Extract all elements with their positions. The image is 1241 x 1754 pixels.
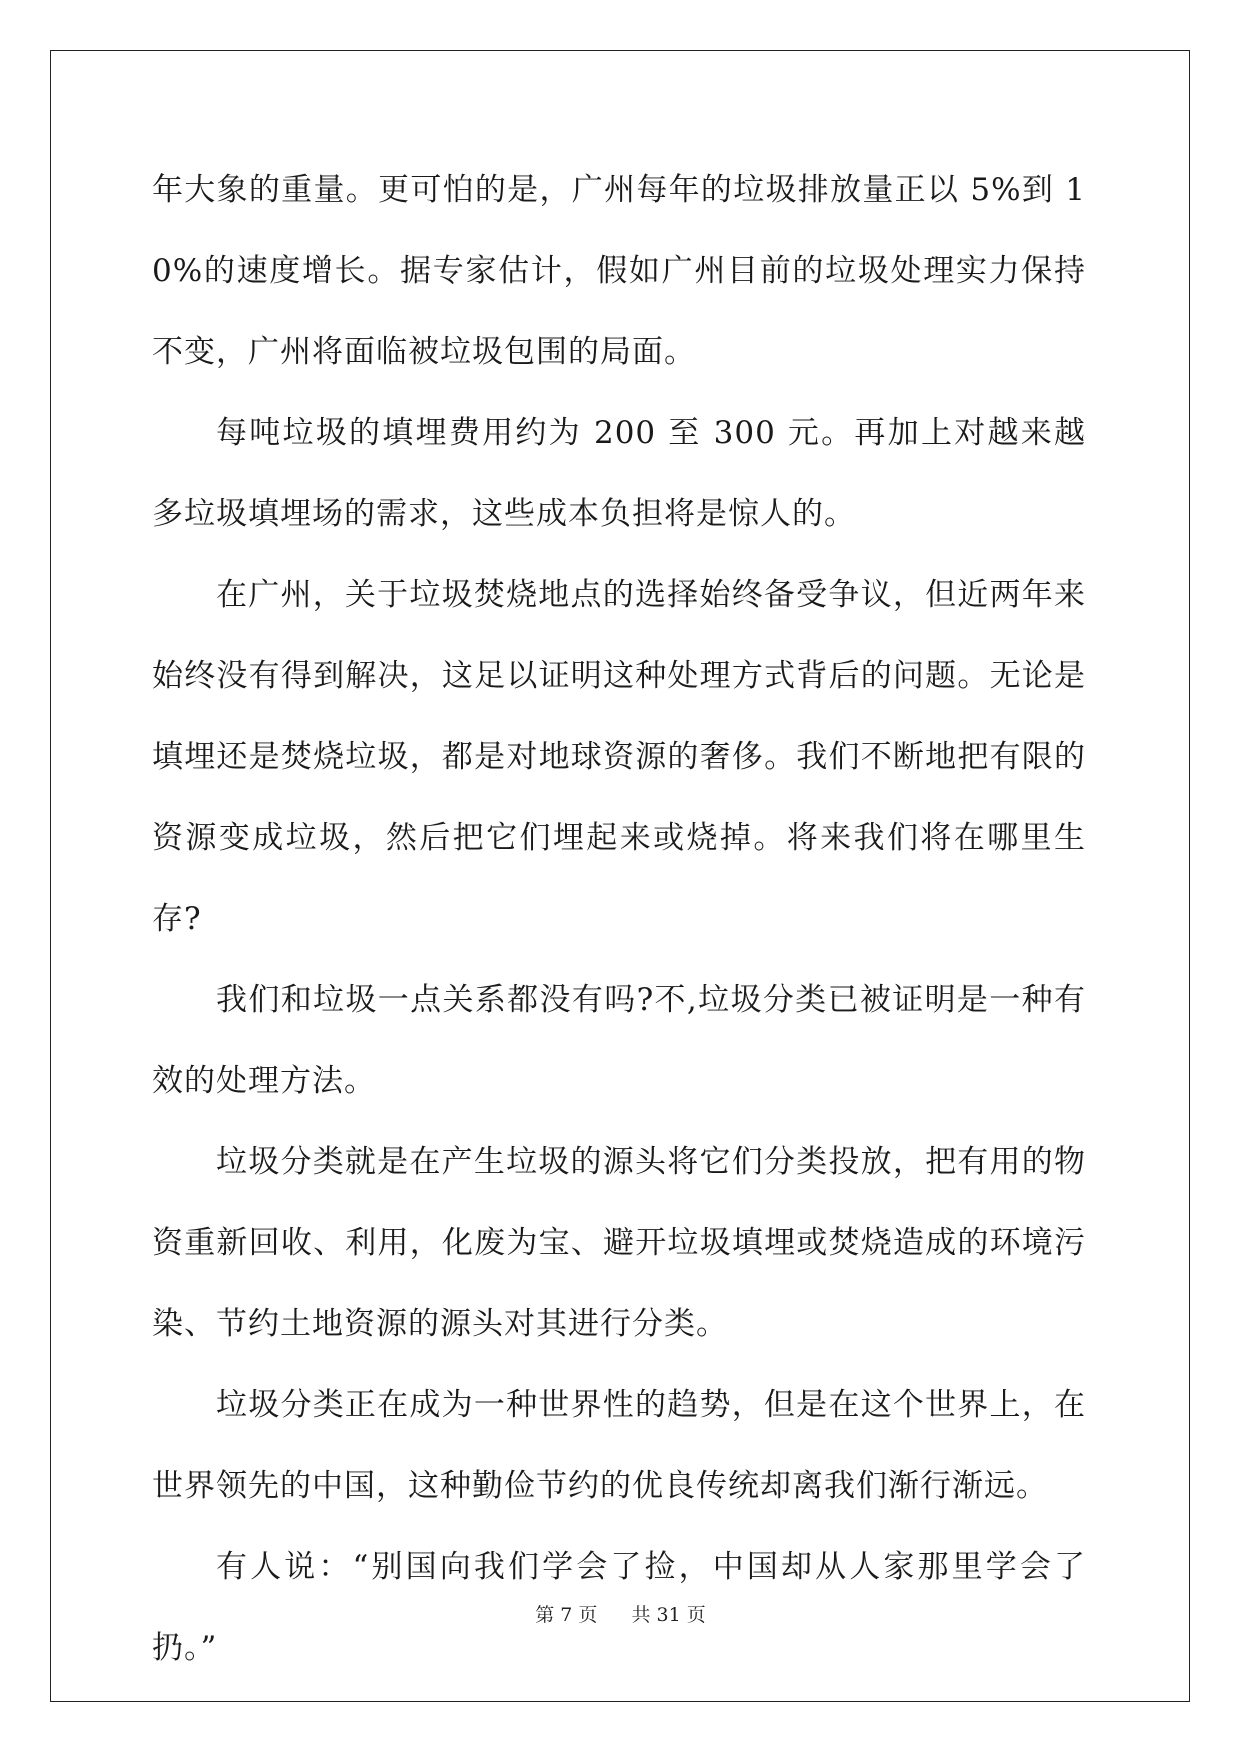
paragraph-5: 垃圾分类就是在产生垃圾的源头将它们分类投放，把有用的物资重新回收、利用，化废为宝、避开垃圾填埋或焚烧造成的环境污染、节约土地资源的源头对其进行分类。 xyxy=(152,1144,1086,1342)
page-number-current: 第 7 页 xyxy=(535,1604,598,1626)
page-number-total: 共 31 页 xyxy=(631,1604,706,1626)
document-body xyxy=(152,150,1086,1689)
paragraph-1: 年大象的重量。更可怕的是，广州每年的垃圾排放量正以 5%到 10%的速度增长。据专家估计，假如广州目前的垃圾处理实力保持不变，广州将面临被垃圾包围的局面。 xyxy=(152,172,1086,370)
paragraph-6: 垃圾分类正在成为一种世界性的趋势，但是在这个世界上，在世界领先的中国，这种勤俭节约的优良传统却离我们渐行渐远。 xyxy=(152,1387,1086,1504)
paragraph-4: 我们和垃圾一点关系都没有吗?不,垃圾分类已被证明是一种有效的处理方法。 xyxy=(152,982,1086,1099)
paragraph-3: 在广州，关于垃圾焚烧地点的选择始终备受争议，但近两年来始终没有得到解决，这足以证明这种处理方式背后的问题。无论是填埋还是焚烧垃圾，都是对地球资源的奢侈。我们不断地把有限的资源变成垃圾，然后把它们埋起来或烧掉。将来我们将在哪里生存? xyxy=(152,577,1086,937)
paragraph-2: 每吨垃圾的填埋费用约为 200 至 300 元。再加上对越来越多垃圾填埋场的需求，这些成本负担将是惊人的。 xyxy=(152,415,1086,532)
page-footer xyxy=(0,1600,1241,1627)
paragraph-7: 有人说：“别国向我们学会了捡，中国却从人家那里学会了扔。” xyxy=(152,1549,1086,1666)
